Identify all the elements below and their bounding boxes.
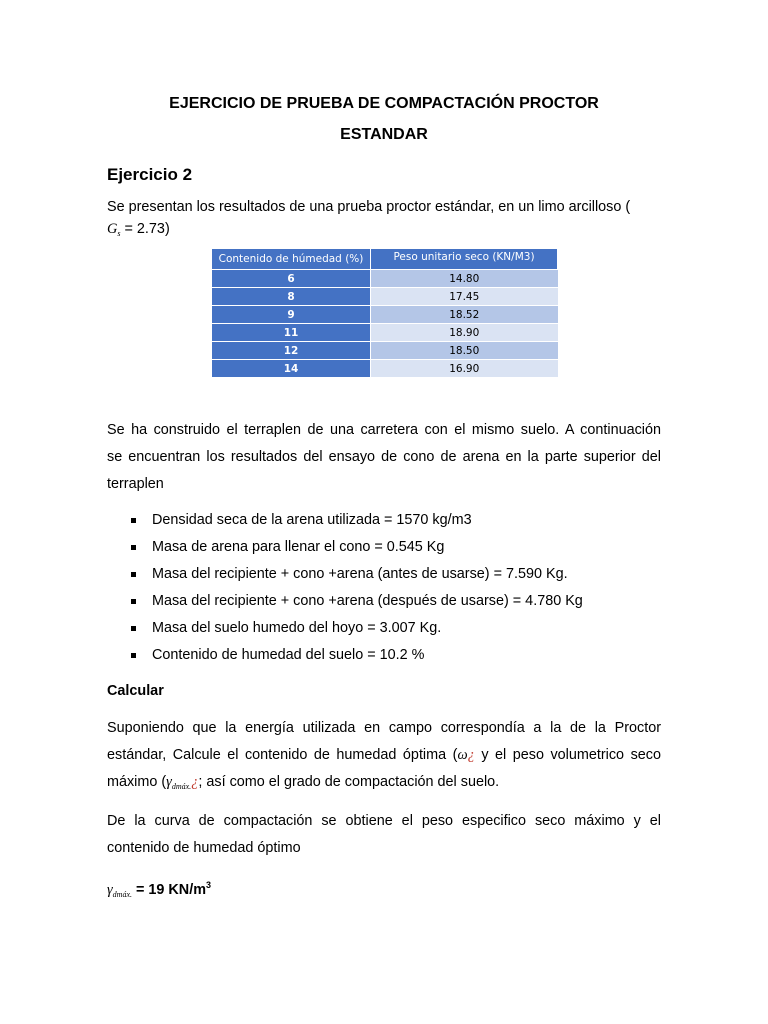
table-row xyxy=(212,324,558,342)
table-row xyxy=(212,306,558,324)
gamma-subscript: dmáx. xyxy=(112,889,132,899)
square-bullet-icon xyxy=(131,545,136,550)
list-item-text: Masa del recipiente + cono +arena (antes de usarse) = 7.590 Kg. xyxy=(152,566,568,582)
gamma-symbol: γ xyxy=(107,881,113,898)
intro-text: Se presentan los resultados de una prueba proctor estándar, en un limo arcilloso ( xyxy=(107,199,631,215)
calcular-paragraph xyxy=(107,715,661,800)
square-bullet-icon xyxy=(131,518,136,523)
omega-symbol: ω xyxy=(457,747,468,763)
list-item xyxy=(107,561,583,588)
calcular-text: ; así como el grado de compactación del suelo. xyxy=(198,774,500,790)
gs-value: = 2.73) xyxy=(120,221,170,237)
list-item-text: Masa del suelo humedo del hoyo = 3.007 Kg. xyxy=(152,620,442,636)
gamma-symbol: γ xyxy=(166,774,172,790)
dry-weight-cell: 16.90 xyxy=(371,360,558,378)
table-row xyxy=(212,288,558,306)
terraplen-paragraph xyxy=(107,417,661,498)
square-bullet-icon xyxy=(131,653,136,658)
calcular-heading: Calcular xyxy=(107,683,164,699)
gs-subscript: s xyxy=(117,229,121,238)
missing-char-mark: ¿ xyxy=(191,774,199,790)
calcular-text: estándar, Calcule el contenido de humedad óptima ( xyxy=(107,747,458,763)
curva-paragraph xyxy=(107,808,661,862)
moisture-cell: 14 xyxy=(212,360,371,378)
calcular-line xyxy=(107,769,661,800)
moisture-cell: 11 xyxy=(212,324,371,342)
document-title-line-1: EJERCICIO DE PRUEBA DE COMPACTACIÓN PROCTOR xyxy=(169,95,599,112)
moisture-cell: 6 xyxy=(212,270,371,288)
square-bullet-icon xyxy=(131,626,136,631)
calcular-line: Suponiendo que la energía utilizada en campo correspondía a la de la Proctor xyxy=(107,720,661,736)
dry-weight-cell: 17.45 xyxy=(371,288,558,306)
calcular-text: máximo ( xyxy=(107,774,167,790)
list-item-text: Masa de arena para llenar el cono = 0.545 Kg xyxy=(152,539,445,555)
missing-char-mark: ¿ xyxy=(467,747,475,763)
terraplen-line: se encuentran los resultados del ensayo de cono de arena en la parte superior del xyxy=(107,449,661,465)
exercise-heading: Ejercicio 2 xyxy=(107,165,193,184)
list-item xyxy=(107,588,583,615)
curva-line: contenido de humedad óptimo xyxy=(107,840,301,856)
table-row xyxy=(212,270,558,288)
exercise-intro xyxy=(107,196,661,245)
list-item-text: Densidad seca de la arena utilizada = 1570 kg/m3 xyxy=(152,512,472,528)
dry-weight-cell: 18.52 xyxy=(371,306,558,324)
compaction-results-table xyxy=(212,249,558,377)
moisture-cell: 8 xyxy=(212,288,371,306)
square-bullet-icon xyxy=(131,599,136,604)
square-bullet-icon xyxy=(131,572,136,577)
result-equation xyxy=(107,872,661,908)
list-item xyxy=(107,507,583,534)
list-item xyxy=(107,642,583,669)
list-item-text: Masa del recipiente + cono +arena (después de usarse) = 4.780 Kg xyxy=(152,593,583,609)
table-row xyxy=(212,342,558,360)
result-value: = 19 KN/m xyxy=(132,881,206,898)
terraplen-line: Se ha construido el terraplen de una carretera con el mismo suelo. A continuación xyxy=(107,422,661,438)
moisture-cell: 9 xyxy=(212,306,371,324)
document-title-line-2: ESTANDAR xyxy=(340,126,428,143)
dry-weight-cell: 14.80 xyxy=(371,270,558,288)
calcular-text: y el peso volumetrico seco xyxy=(474,747,661,763)
gamma-subscript: dmáx. xyxy=(171,782,192,791)
dry-weight-cell: 18.50 xyxy=(371,342,558,360)
curva-line: De la curva de compactación se obtiene el peso especifico seco máximo y el xyxy=(107,813,661,829)
table-header-dry-weight: Peso unitario seco (KN/M3) xyxy=(371,249,558,270)
calcular-line xyxy=(107,742,661,769)
result-superscript: 3 xyxy=(205,880,211,890)
table-row xyxy=(212,360,558,378)
gs-symbol: G xyxy=(107,221,118,237)
sand-cone-results-list xyxy=(107,507,583,669)
list-item xyxy=(107,615,583,642)
list-item xyxy=(107,534,583,561)
dry-weight-cell: 18.90 xyxy=(371,324,558,342)
terraplen-line: terraplen xyxy=(107,476,164,492)
moisture-cell: 12 xyxy=(212,342,371,360)
list-item-text: Contenido de humedad del suelo = 10.2 % xyxy=(152,647,425,663)
table-header-moisture: Contenido de húmedad (%) xyxy=(212,249,371,270)
